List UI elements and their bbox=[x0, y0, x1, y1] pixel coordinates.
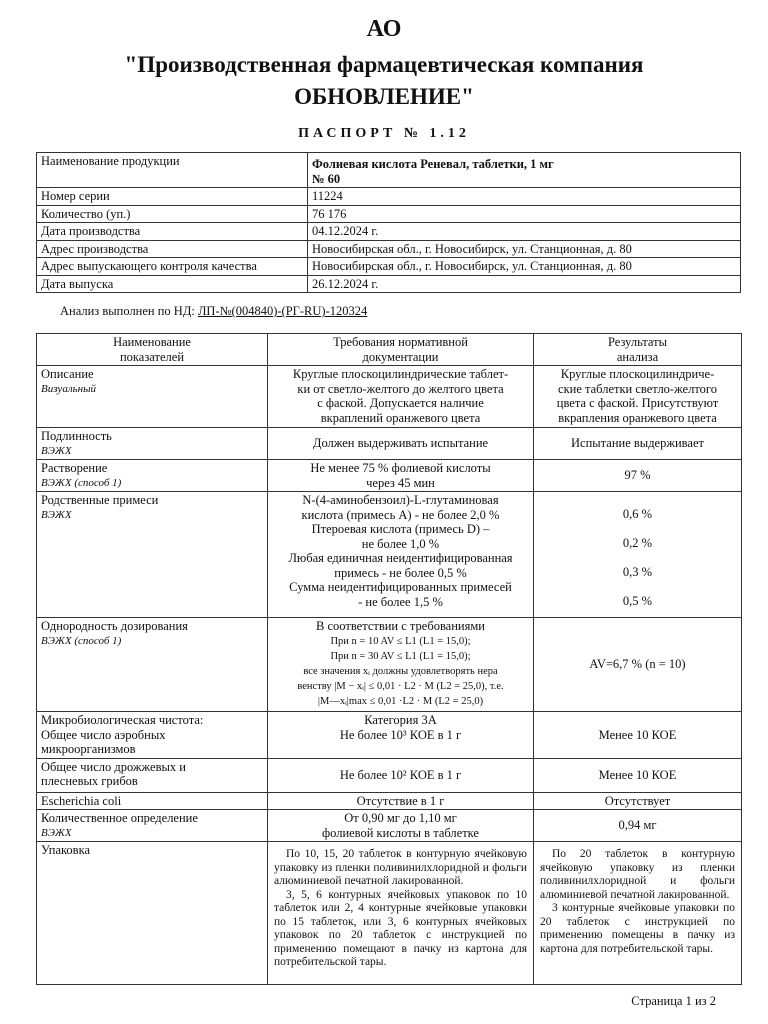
row-result: Отсутствует bbox=[534, 792, 742, 810]
row-requirement: Не более 10² КОЕ в 1 г bbox=[268, 758, 534, 792]
row-result: AV=6,7 % (n = 10) bbox=[534, 618, 742, 712]
company-type: АО bbox=[366, 16, 402, 42]
passport-title: ПАСПОРТ № 1.12 bbox=[298, 126, 470, 141]
impurity-req: N-(4-аминобензоил)-L-глутаминовая кислота (примесь А) - не более 2,0 % bbox=[301, 493, 500, 522]
row-name: Описание bbox=[41, 367, 94, 381]
row-requirement bbox=[268, 492, 534, 618]
column-header: Требования нормативной документации bbox=[268, 334, 534, 366]
row-name: Растворение bbox=[41, 461, 108, 475]
row-requirement: От 0,90 мг до 1,10 мг фолиевой кислоты в таблетке bbox=[268, 810, 534, 842]
company-name: "Производственная фармацевтическая компания bbox=[124, 52, 644, 77]
impurity-result: 0,5 % bbox=[622, 594, 653, 608]
info-value: 26.12.2024 г. bbox=[308, 275, 741, 293]
uniformity-req: все значения xᵢ должны удовлетворять нера bbox=[303, 665, 498, 677]
uniformity-formula: венству |M − xᵢ| ≤ 0,01 · L2 · M (L2 = 25,0), т.е. bbox=[297, 680, 504, 692]
company-name-2: ОБНОВЛЕНИЕ" bbox=[294, 84, 474, 109]
row-name: Родственные примеси bbox=[41, 493, 159, 507]
column-header: Наименование показателей bbox=[37, 334, 268, 366]
row-requirement: Должен выдерживать испытание bbox=[268, 428, 534, 460]
packaging-req: 3, 5, 6 контурных ячейковых упаковок по 10 таблеток или 2, 4 контурные ячейковые упаковки по 15 таблеток, или 3, 6 контурных ячейковых упаковок по 20 таблеток с инструкцией по применению помещают в пачку из картона для потребительской тары. bbox=[274, 888, 527, 968]
impurity-result: 0,3 % bbox=[622, 565, 653, 579]
row-name: Упаковка bbox=[37, 842, 268, 985]
row-name: Escherichia coli bbox=[37, 792, 268, 810]
info-label: Наименование продукции bbox=[37, 153, 308, 188]
info-label: Адрес выпускающего контроля качества bbox=[37, 258, 308, 276]
table-row bbox=[37, 792, 742, 810]
info-value: 76 176 bbox=[308, 205, 741, 223]
product-info-table bbox=[36, 152, 741, 293]
info-label: Номер серии bbox=[37, 188, 308, 206]
row-name: Общее число дрожжевых и плесневых грибов bbox=[37, 758, 268, 792]
table-row bbox=[37, 712, 742, 759]
analysis-basis bbox=[60, 304, 367, 319]
table-row bbox=[37, 460, 742, 492]
info-label: Количество (уп.) bbox=[37, 205, 308, 223]
row-name: Однородность дозирования bbox=[41, 619, 188, 633]
uniformity-formula: |M—xᵢ|max ≤ 0,01 ·L2 · M (L2 = 25,0) bbox=[317, 695, 484, 707]
row-result: Круглые плоскоцилиндриче- ские таблетки светло-желтого цвета с фаской. Присутствуют вкрапления оранжевого цвета bbox=[534, 366, 742, 428]
table-row bbox=[37, 492, 742, 618]
uniformity-req: При n = 30 AV ≤ L1 (L1 = 15,0); bbox=[330, 650, 471, 662]
row-name: Микробиологическая чистота: Общее число аэробных микроорганизмов bbox=[37, 712, 268, 759]
page-number: Страница 1 из 2 bbox=[631, 994, 716, 1008]
info-value: Фолиевая кислота Реневал, таблетки, 1 мг № 60 bbox=[308, 153, 741, 188]
info-value: 11224 bbox=[308, 188, 741, 206]
analysis-table bbox=[36, 333, 742, 985]
row-result bbox=[534, 492, 742, 618]
packaging-result: По 20 таблеток в контурную ячейковую упаковку из пленки поливинилхлоридной и фольги алюминиевой печатной лакированной. bbox=[540, 848, 735, 901]
row-result: Менее 10 КОЕ bbox=[534, 712, 742, 759]
impurity-req: Птероевая кислота (примесь D) – не более 1,0 % bbox=[311, 522, 490, 551]
row-method: ВЭЖХ (способ 1) bbox=[41, 476, 122, 489]
row-method: ВЭЖХ bbox=[41, 444, 72, 457]
info-value: Новосибирская обл., г. Новосибирск, ул. Станционная, д. 80 bbox=[308, 258, 741, 276]
row-requirement bbox=[268, 618, 534, 712]
row-method: ВЭЖХ bbox=[41, 508, 72, 521]
analysis-prefix: Анализ выполнен по НД: bbox=[60, 304, 198, 318]
row-result: Испытание выдерживает bbox=[534, 428, 742, 460]
nd-number: ЛП-№(004840)-(РГ-RU)-120324 bbox=[197, 304, 368, 318]
row-requirement: Не менее 75 % фолиевой кислоты через 45 мин bbox=[268, 460, 534, 492]
table-row bbox=[37, 366, 742, 428]
impurity-req: Сумма неидентифицированных примесей - не более 1,5 % bbox=[289, 580, 512, 609]
info-value: 04.12.2024 г. bbox=[308, 223, 741, 241]
uniformity-req: При n = 10 AV ≤ L1 (L1 = 15,0); bbox=[330, 635, 471, 647]
uniformity-req: В соответствии с требованиями bbox=[316, 619, 485, 633]
info-label: Дата производства bbox=[37, 223, 308, 241]
info-label: Дата выпуска bbox=[37, 275, 308, 293]
packaging-result: 3 контурные ячейковые упаковки по 20 таблеток с инструкцией по применению помещены в пачку из картона для потребительской тары. bbox=[540, 902, 735, 955]
row-result: 0,94 мг bbox=[534, 810, 742, 842]
row-method: ВЭЖХ (способ 1) bbox=[41, 634, 122, 647]
info-label: Адрес производства bbox=[37, 240, 308, 258]
row-name: Подлинность bbox=[41, 429, 112, 443]
column-header: Результаты анализа bbox=[534, 334, 742, 366]
row-result bbox=[534, 842, 742, 985]
row-requirement: Круглые плоскоцилиндрические таблет- ки от светло-желтого до желтого цвета с фаской. Допускается наличие вкраплений оранжевого цвета bbox=[268, 366, 534, 428]
impurity-result: 0,2 % bbox=[622, 536, 653, 550]
impurity-req: Любая единичная неидентифицированная примесь - не более 0,5 % bbox=[288, 551, 513, 580]
table-row bbox=[37, 618, 742, 712]
row-requirement: Категория 3А Не более 10³ КОЕ в 1 г bbox=[268, 712, 534, 759]
row-name: Количественное определение bbox=[41, 811, 198, 825]
row-requirement: Отсутствие в 1 г bbox=[268, 792, 534, 810]
impurity-result: 0,6 % bbox=[622, 507, 653, 521]
packaging-req: По 10, 15, 20 таблеток в контурную ячейковую упаковку из пленки поливинилхлоридной и фольги алюминиевой печатной лакированной. bbox=[274, 848, 527, 887]
row-result: 97 % bbox=[534, 460, 742, 492]
row-requirement bbox=[268, 842, 534, 985]
row-method: Визуальный bbox=[41, 382, 97, 395]
table-row bbox=[37, 842, 742, 985]
row-result: Менее 10 КОЕ bbox=[534, 758, 742, 792]
table-row bbox=[37, 428, 742, 460]
info-value: Новосибирская обл., г. Новосибирск, ул. Станционная, д. 80 bbox=[308, 240, 741, 258]
row-method: ВЭЖХ bbox=[41, 826, 72, 839]
table-row bbox=[37, 758, 742, 792]
table-row bbox=[37, 810, 742, 842]
